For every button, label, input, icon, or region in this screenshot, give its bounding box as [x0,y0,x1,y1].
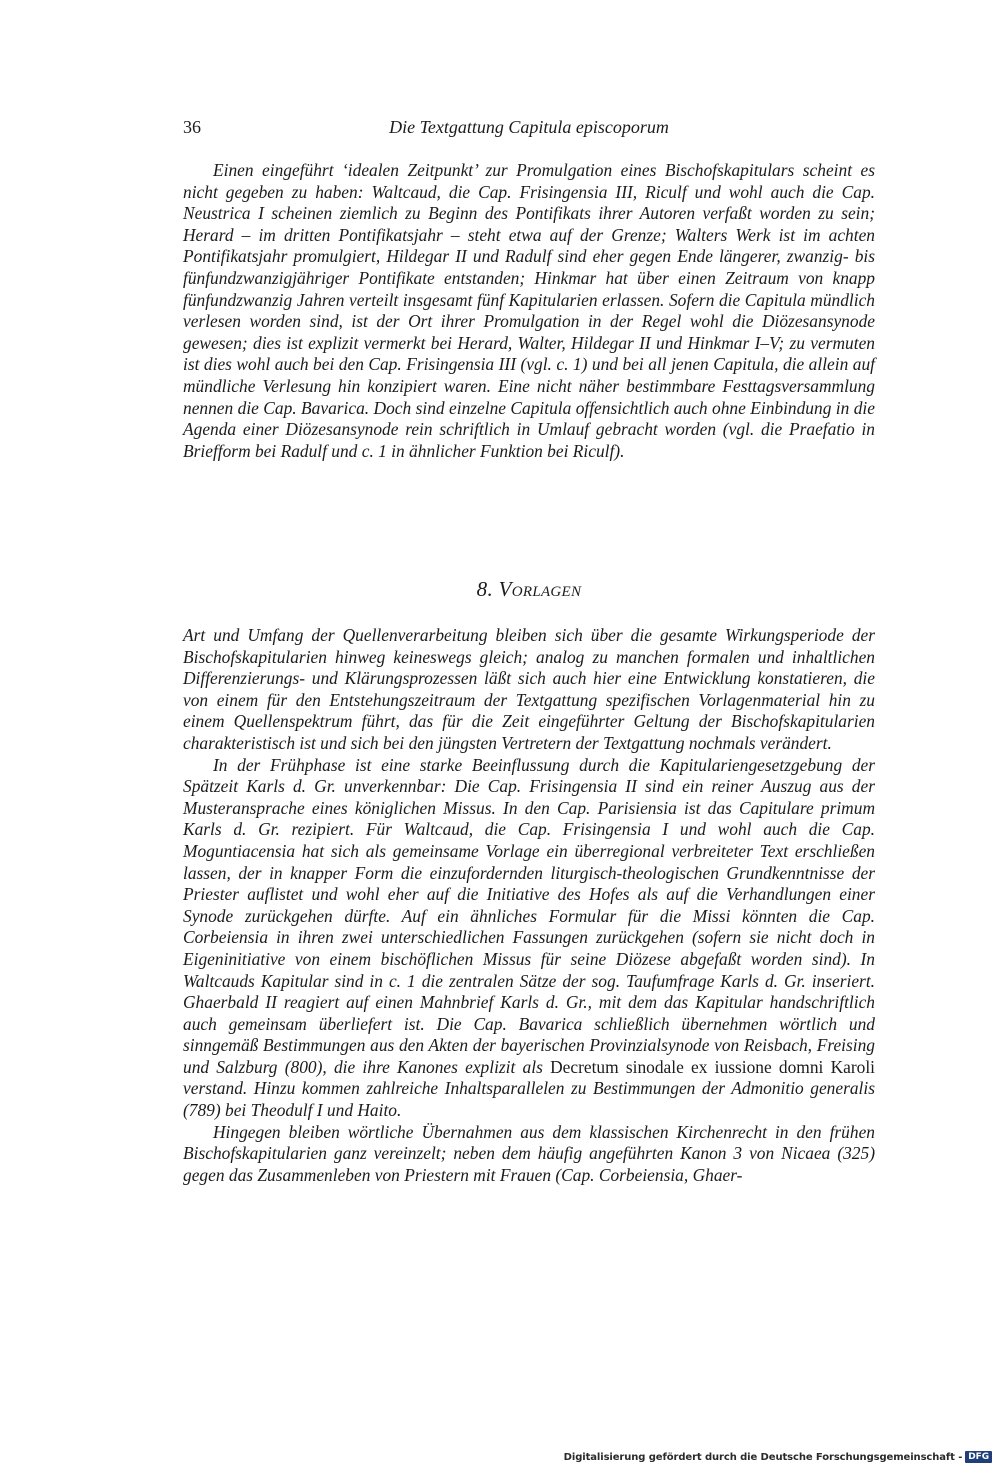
paragraph-part: verstand. Hinzu kommen zahlreiche Inhaltsparallelen zu Bestimmungen der Admonitio generalis (789) bei Theodulf I und Haito. [183,1078,875,1121]
section-title-rest: orlagen [511,577,582,601]
text-block-top [183,160,875,462]
dfg-funding-footer [564,1451,992,1463]
paragraph: Hingegen bleiben wörtliche Übernahmen aus dem klassischen Kirchenrecht in den frühen Bischofskapitularien ganz vereinzelt; neben dem häufig angeführten Kanon 3 von Nicaea (325) gegen das Zusammenleben von Priestern mit Frauen (Cap. Corbeiensia, Ghaer- [183,1121,875,1185]
dfg-logo: DFG [965,1451,992,1463]
quoted-decree: Decretum sinodale ex iussione domni Karoli [550,1056,875,1077]
paragraph [183,755,875,1122]
paragraph: Einen eingeführt ‘idealen Zeitpunkt’ zur Promulgation eines Bischofskapitulars scheint es nicht gegeben zu haben: Waltcaud, die Cap. Frisingensia III, Riculf und wohl auch die Cap. Neustrica I scheinen ziemlich zu Beginn des Pontifikats ihrer Autoren verfaßt worden zu sein; Herard – im dritten Pontifikatsjahr – steht etwa auf der Grenze; Walters Werk ist im achten Pontifikatsjahr promulgiert, Hildegar II und Radulf sind eher gegen Ende längerer, zwanzig- bis fünfundzwanzigjähriger Pontifikate entstanden; Hinkmar hat über einen Zeitraum von knapp fünfundzwanzig Jahren verteilt insgesamt fünf Kapitularien erlassen. Sofern die Capitula mündlich verlesen worden sind, ist der Ort ihrer Promulgation in der Regel wohl die Diözesansynode gewesen; dies ist explizit vermerkt bei Herard, Walter, Hildegar II und Hinkmar I–V; zu vermuten ist dies wohl auch bei den Cap. Frisingensia III (vgl. c. 1) und bei all jenen Capitula, die allein auf mündliche Verlesung hin konzipiert waren. Eine nicht näher bestimmbare Festtagsversammlung nennen die Cap. Bavarica. Doch sind einzelne Capitula offensichtlich auch ohne Einbindung in die Agenda einer Diözesansynode rein schriftlich in Umlauf gebracht worden (vgl. die Praefatio in Briefform bei Radulf und c. 1 in ähnlicher Funktion bei Riculf). [183,160,875,461]
page-number: 36 [183,117,201,137]
text-block-main [183,625,875,1186]
funding-note: Digitalisierung gefördert durch die Deutsche Forschungsgemeinschaft - [563,1451,963,1463]
paragraph-part: In der Frühphase ist eine starke Beeinflussung durch die Kapitulariengesetzgebung der Spätzeit Karls d. Gr. unverkennbar: Die Cap. Frisingensia II sind ein reiner Auszug aus der Musteransprache eines königlichen Missus. In den Cap. Parisiensia ist das Capitulare primum Karls d. Gr. rezipiert. Für Waltcaud, die Cap. Frisingensia I und wohl auch die Cap. Moguntiacensia hat sich als gemeinsame Vorlage ein überregional verbreiteter Text erschließen lassen, der in knapper Form die einzufordernden liturgisch-theologischen Grundkenntnisse der Priester auflistet und wohl eher auf die Initiative des Hofes als auf die Verhandlungen einer Synode zurückgehen dürfte. Auf ein ähnliches Formular für die Missi könnten die Cap. Corbeiensia in ihren zwei unterschiedlichen Fassungen zurückgehen (sofern sie nicht doch in Eigeninitiative von einem bischöflichen Missus für seine Diözese abgefaßt worden sind). In Waltcauds Kapitular sind in c. 1 die zentralen Sätze der sog. Taufumfrage Karls d. Gr. inseriert. Ghaerbald II reagiert auf einen Mahnbrief Karls d. Gr., mit dem das Kapitular handschriftlich auch gemeinsam überliefert ist. Die Cap. Bavarica schließlich übernehmen wörtlich und sinngemäß Bestimmungen aus den Akten der bayerischen Provinzialsynode von Reisbach, Freising und Salzburg (800), die ihre Kanones explizit als [183,754,875,1077]
section-heading [183,576,875,602]
section-title-initial: V [498,577,512,601]
paragraph: Art und Umfang der Quellenverarbeitung bleiben sich über die gesamte Wirkungsperiode der Bischofskapitularien hinweg keineswegs gleich; analog zu manchen formalen und inhaltlichen Differenzierungs- und Klärungsprozessen läßt sich auch hier eine Entwicklung konstatieren, die von einem für den Entstehungszeitraum der Textgattung spezifischen Vorlagenmaterial hin zu einem Quellenspektrum führt, das für die Zeit eingeführter Geltung der Bischofskapitularien charakteristisch ist und sich bei den jüngsten Vertretern der Textgattung nochmals verändert. [183,625,875,753]
section-title [499,577,582,601]
section-number: 8. [476,577,494,601]
running-head: Die Textgattung Capitula episcoporum [389,117,669,137]
